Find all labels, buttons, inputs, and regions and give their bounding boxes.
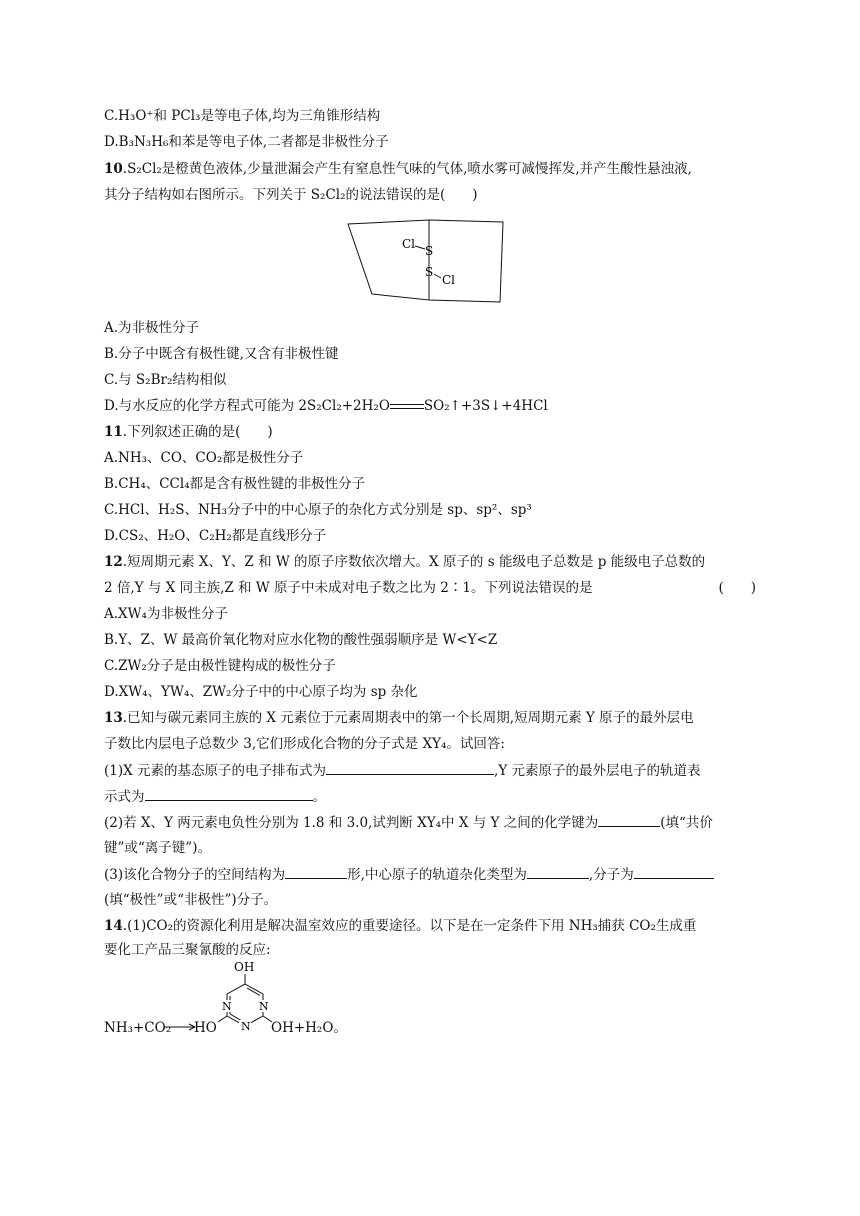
q11-stem-text: .下列叙述正确的是( ) [122, 424, 273, 440]
q12-option-d: D.XW₄、YW₄、ZW₂分子中的中心原子均为 sp 杂化 [104, 684, 418, 700]
q13-part3-text2: 形,中心原子的轨道杂化类型为 [347, 867, 527, 883]
q13-part1-text2: ,Y 元素原子的最外层电子的轨道表 [494, 763, 701, 779]
q13-part2-line1 [104, 812, 756, 833]
q12-stem-text1: .短周期元素 X、Y、Z 和 W 的原子序数依次增大。X 原子的 s 能级电子总数是 p 能级电子总数的 [122, 554, 706, 570]
answer-blank[interactable] [634, 864, 714, 879]
q10-stem-line1 [104, 159, 756, 179]
ring-nitrogen-right: N [259, 1000, 269, 1013]
q9-option-d: D.B₃N₃H₆和苯是等电子体,二者都是非极性分子 [104, 134, 389, 150]
q12-stem-line1 [104, 552, 756, 572]
q13-stem-line2: 子数比内层电子总数少 3,它们形成化合物的分子式是 XY₄。试回答: [104, 736, 505, 752]
s2cl2-s-top: S [425, 244, 434, 258]
cyanuric-oh-top: OH [234, 960, 255, 974]
cyanuric-acid-structure [214, 958, 274, 1042]
q10-stem-text1: .S₂Cl₂是橙黄色液体,少量泄漏会产生有窒息性气味的气体,喷水雾可减慢挥发,并产生酸性悬浊液, [122, 161, 692, 177]
q12-option-b: B.Y、Z、W 最高价氧化物对应水化物的酸性强弱顺序是 W<Y<Z [104, 632, 498, 648]
q10-option-a: A.为非极性分子 [104, 320, 200, 336]
reaction-products: OH+H₂O。 [271, 1020, 347, 1036]
answer-blank[interactable] [285, 864, 347, 879]
q13-part1-text1: (1)X 元素的基态原子的电子排布式为 [104, 763, 327, 779]
q13-part2-line2: 键”或“离子键”)。 [104, 840, 211, 856]
q13-part3-line1 [104, 864, 756, 885]
q13-part2-text2: (填“共价 [660, 815, 713, 831]
q11-option-d: D.CS₂、H₂O、C₂H₂都是直线形分子 [104, 528, 327, 544]
q13-number: 13 [104, 710, 123, 726]
q11-option-a: A.NH₃、CO、CO₂都是极性分子 [104, 450, 304, 466]
q10-option-c: C.与 S₂Br₂结构相似 [104, 372, 227, 388]
answer-blank[interactable] [145, 786, 313, 801]
q13-part2-text1: (2)若 X、Y 两元素电负性分别为 1.8 和 3.0,试判断 XY₄中 X 与 Y 之间的化学键为 [104, 815, 599, 831]
q12-option-a: A.XW₄为非极性分子 [104, 606, 228, 622]
q13-stem-line1 [104, 708, 756, 728]
q12-option-c: C.ZW₂分子是由极性键构成的极性分子 [104, 658, 336, 674]
q13-part1-line2 [104, 786, 756, 807]
q11-option-b: B.CH₄、CCl₄都是含有极性键的非极性分子 [104, 476, 366, 492]
q12-stem-line2 [104, 578, 756, 598]
q10-option-b: B.分子中既含有极性键,又含有非极性键 [104, 346, 339, 362]
q11-option-c: C.HCl、H₂S、NH₃分子中的中心原子的杂化方式分别是 sp、sp²、sp³ [104, 502, 532, 518]
q10-option-d-right: SO₂↑+3S↓+4HCl [423, 398, 548, 414]
q10-stem-line2: 其分子结构如右图所示。下列关于 S₂Cl₂的说法错误的是( ) [104, 187, 478, 203]
q10-option-d-left: D.与水反应的化学方程式可能为 2S₂Cl₂+2H₂O [104, 398, 390, 414]
q10-option-d [104, 396, 756, 416]
s2cl2-cl-bottom: Cl [442, 273, 456, 287]
s2cl2-structure-figure [346, 218, 514, 304]
q14-stem-line2: 要化工产品三聚氰酸的反应: [104, 942, 271, 958]
q11-number: 11 [104, 424, 123, 440]
q13-part1-text4: 。 [312, 789, 326, 805]
q13-part3-text1: (3)该化合物分子的空间结构为 [104, 867, 286, 883]
answer-blank[interactable] [527, 864, 589, 879]
q14-stem-line1 [104, 916, 756, 936]
answer-blank[interactable] [326, 760, 494, 775]
q13-part1-line1 [104, 760, 756, 781]
ring-nitrogen-bottom: N [241, 1020, 251, 1033]
q9-option-c: C.H₃O⁺和 PCl₃是等电子体,均为三角锥形结构 [104, 108, 381, 124]
q10-number: 10 [104, 161, 123, 177]
q12-number: 12 [104, 554, 123, 570]
q14-number: 14 [104, 918, 123, 934]
q12-stem-text2: 2 倍,Y 与 X 同主族,Z 和 W 原子中未成对电子数之比为 2∶1。下列说法错误的是 [104, 580, 593, 596]
q13-part1-text3: 示式为 [104, 789, 145, 805]
answer-blank[interactable] [598, 812, 660, 827]
q11-stem [104, 422, 756, 442]
ring-nitrogen-left: N [222, 1000, 232, 1013]
s2cl2-cl-top: Cl [402, 237, 416, 251]
q13-part3-text3: ,分子为 [588, 867, 634, 883]
q13-stem-text1: .已知与碳元素同主族的 X 元素位于元素周期表中的第一个长周期,短周期元素 Y 原子的最外层电 [122, 710, 694, 726]
s2cl2-s-bottom: S [425, 265, 434, 279]
equals-sign-icon [390, 403, 424, 411]
reaction-reactants: NH₃+CO₂ [104, 1020, 172, 1036]
q12-answer-paren: ( ) [718, 580, 756, 596]
q14-stem-text1: .(1)CO₂的资源化利用是解决温室效应的重要途径。以下是在一定条件下用 NH₃捕获 CO₂生成重 [122, 918, 697, 934]
q14-reaction [104, 958, 364, 1042]
reaction-arrow-icon [164, 1022, 198, 1032]
q13-part3-line2: (填“极性”或“非极性”)分子。 [104, 892, 278, 908]
reaction-ho-left: HO [194, 1020, 217, 1036]
